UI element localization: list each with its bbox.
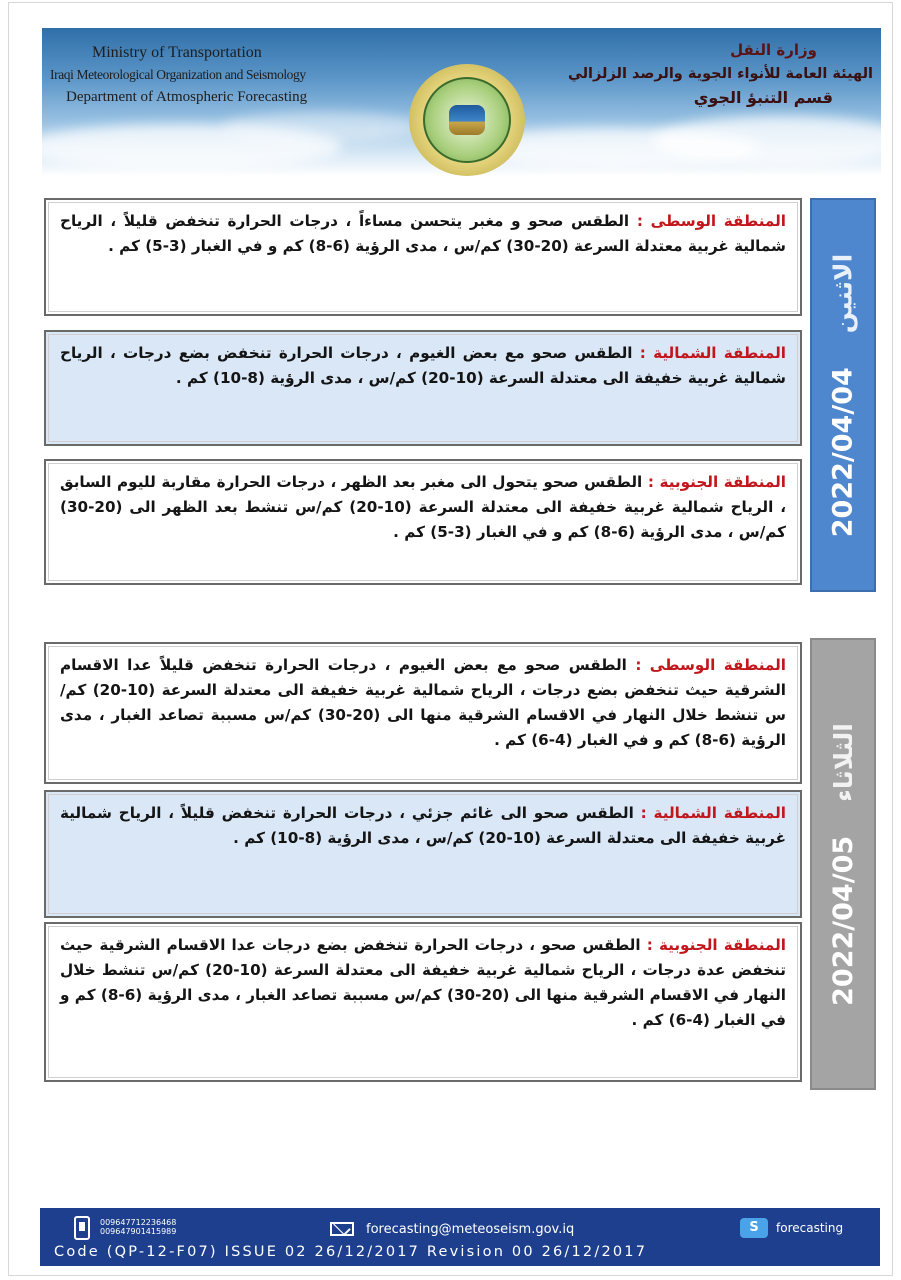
- email-address[interactable]: forecasting@meteoseism.gov.iq: [366, 1222, 575, 1237]
- phone-number-2: 009647901415989: [100, 1227, 177, 1236]
- skype-icon: S: [740, 1218, 768, 1238]
- page-frame: [8, 2, 893, 1276]
- region-name: المنطقة الجنوبية :: [646, 936, 786, 954]
- forecast-text: الطقس صحو مع بعض الغيوم ، درجات الحرارة تنخفض قليلاً عدا الاقسام الشرقية حيث تنخفض بضع درجات ، الرياح شمالية غربية خفيفة الى معتدلة السرعة (10-20) كم/س تنشط خلال النهار في الاقسام الشرقية منها الى (20-30) كم/س مسببة تصاعد الغبار ، مدى الرؤية (6-8) كم و في الغبار (4-6) كم .: [60, 656, 786, 749]
- organization-name-ar: الهيئة العامة للأنواء الجوية والرصد الزلزالي: [567, 66, 873, 82]
- skype-handle: forecasting: [776, 1221, 844, 1235]
- forecast-text: الطقس صحو ، درجات الحرارة تنخفض بضع درجات عدا الاقسام الشرقية حيث تنخفض عدة درجات ، الرياح شمالية غربية خفيفة الى معتدلة السرعة (10-20) كم/س تنشط خلال النهار في الاقسام الشرقية منها الى (20-30) كم/س مسببة تصاعد الغبار ، مدى الرؤية (6-8) كم و في الغبار (4-6) كم .: [60, 936, 786, 1029]
- ministry-name-en: Ministry of Transportation: [92, 44, 262, 61]
- region-name: المنطقة الجنوبية :: [647, 473, 786, 491]
- forecast-panel-north-day1: [44, 330, 802, 446]
- logo-emblem-icon: [423, 77, 511, 163]
- organization-logo: [409, 64, 525, 176]
- footer-bar: [40, 1208, 880, 1266]
- phone-numbers: [100, 1218, 176, 1236]
- day-label-1: [810, 198, 876, 592]
- document-code: Code (QP-12-F07) ISSUE 02 26/12/2017 Revision 00 26/12/2017: [54, 1244, 648, 1260]
- region-name: المنطقة الوسطى :: [635, 656, 786, 674]
- phone-number-1: 009647712236468: [100, 1218, 177, 1227]
- organization-name-en: Iraqi Meteorological Organization and Seismology: [50, 67, 306, 82]
- ministry-name-ar: وزارة النقل: [730, 41, 817, 59]
- department-name-en: Department of Atmospheric Forecasting: [66, 89, 308, 105]
- forecast-text: الطقس صحو مع بعض الغيوم ، درجات الحرارة تنخفض بضع درجات ، الرياح شمالية غربية خفيفة الى معتدلة السرعة (10-20) كم/س ، مدى الرؤية (8-10) كم .: [60, 344, 786, 387]
- day-name: الاثنين: [828, 253, 858, 333]
- day-date: 2022/04/05: [827, 835, 859, 1006]
- region-name: المنطقة الشمالية :: [639, 344, 786, 362]
- forecast-panel-south-day1: [44, 459, 802, 585]
- arabic-header: [568, 38, 873, 110]
- english-header: [50, 42, 307, 108]
- day-date: 2022/04/04: [827, 366, 859, 537]
- forecast-panel-south-day2: [44, 922, 802, 1082]
- header-banner: [42, 28, 881, 176]
- phone-icon: [74, 1216, 90, 1240]
- mail-icon: [330, 1222, 354, 1236]
- forecast-panel-north-day2: [44, 790, 802, 918]
- day-label-2: [810, 638, 876, 1090]
- forecast-text: الطقس صحو يتحول الى مغبر بعد الظهر ، درجات الحرارة مقاربة لليوم السابق ، الرياح شمالية غربية خفيفة الى معتدلة السرعة (10-20) كم/س تنشط بعد الظهر الى (20-30) كم/س ، مدى الرؤية (6-8) كم و في الغبار (3-5) كم .: [60, 473, 786, 541]
- day-name: الثلاثاء: [828, 722, 858, 802]
- forecast-text: الطقس صحو و مغبر يتحسن مساءاً ، درجات الحرارة تنخفض قليلاً ، الرياح شمالية غربية معتدلة السرعة (20-30) كم/س ، مدى الرؤية (6-8) كم و في الغبار (3-5) كم .: [60, 212, 786, 255]
- forecast-text: الطقس صحو الى غائم جزئي ، درجات الحرارة تنخفض قليلاً ، الرياح شمالية غربية خفيفة الى معتدلة السرعة (10-20) كم/س ، مدى الرؤية (8-10) كم .: [60, 804, 786, 847]
- department-name-ar: قسم التنبؤ الجوي: [693, 88, 833, 107]
- forecast-panel-central-day1: [44, 198, 802, 316]
- forecast-panel-central-day2: [44, 642, 802, 784]
- region-name: المنطقة الوسطى :: [636, 212, 786, 230]
- region-name: المنطقة الشمالية :: [640, 804, 786, 822]
